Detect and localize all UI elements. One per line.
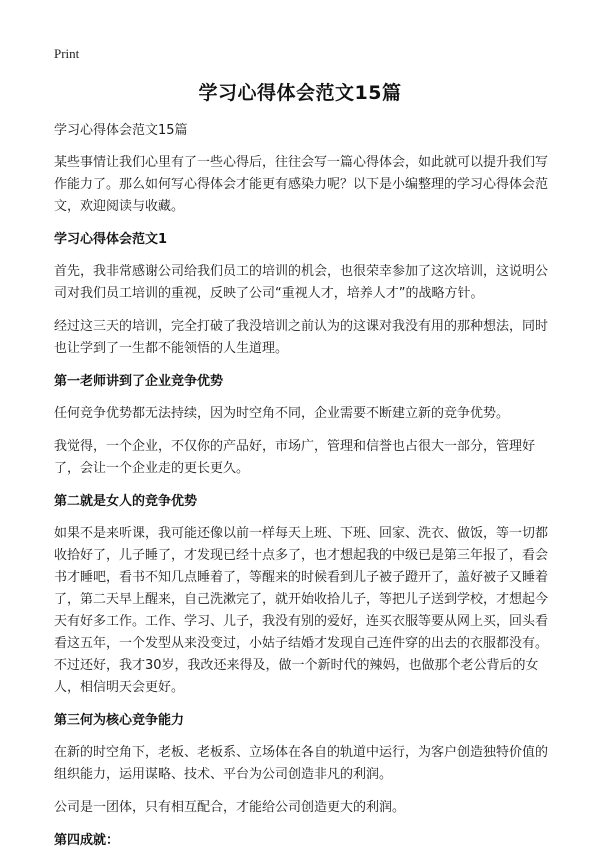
article-body [54, 120, 548, 862]
heading-second-point: 第二就是女人的竞争优势 [54, 494, 198, 509]
heading-fourth-point: 第四成就： [54, 833, 120, 848]
paragraph-teamwork: 公司是一团体，只有相互配合，才能给公司创造更大的利润。 [54, 800, 406, 815]
paragraph-training: 经过这三天的培训，完全打破了我没培训之前认为的这课对我没有用的那种想法，同时也让学到了一生都不能领悟的人生道理。 [54, 319, 549, 356]
heading-third-point: 第三何为核心竞争能力 [54, 713, 185, 728]
paragraph-gratitude: 首先，我非常感谢公司给我们员工的培训的机会，也很荣幸参加了这次培训，这说明公司对我们员工培训的重视，反映了公司“重视人才，培养人才”的战略方针。 [54, 264, 549, 301]
print-link[interactable]: Print [54, 46, 80, 61]
paragraph-personal-story: 如果不是来听课，我可能还像以前一样每天上班、下班、回家、洗衣、做饭，等一切都收拾好了，儿子睡了，才发现已经十点多了，也才想起我的中级已是第三年报了，看会书才睡吧，看书不知几点睡着了，等醒来的时候看到儿子被子蹬开了，盖好被子又睡着了，第二天早上醒来，自己洗漱完了，就开始收拾儿子，等把儿子送到学校，才想起今天有好多工作。工作、学习、儿子，我没有别的爱好，连买衣服等要从网上买，回头看看这五年，一个发型从来没变过，小姑子结婚才发现自己连件穿的出去的衣服都没有。不过还好，我才30岁，我改还来得及，做一个新时代的辣妈，也做那个老公背后的女人，相信明天会更好。 [54, 526, 549, 695]
paragraph-enterprise: 我觉得，一个企业，不仅你的产品好，市场广，管理和信誉也占很大一部分，管理好了，会让一个企业走的更长更久。 [54, 439, 536, 476]
intro-paragraph: 某些事情让我们心里有了一些心得后，往往会写一篇心得体会，如此就可以提升我们写作能力了。那么如何写心得体会才能更有感染力呢？以下是小编整理的学习心得体会范文，欢迎阅读与收藏。 [54, 155, 549, 214]
heading-first-point: 第一老师讲到了企业竞争优势 [54, 374, 224, 389]
paragraph-core-competence: 在新的时空角下，老板、老板系、立场体在各自的轨道中运行，为客户创造独特价值的组织能力，运用谋略、技术、平台为公司创造非凡的利润。 [54, 745, 549, 782]
section-heading-1: 学习心得体会范文1 [54, 232, 168, 247]
page-title: 学习心得体会范文15篇 [198, 82, 402, 104]
article-subtitle: 学习心得体会范文15篇 [54, 123, 188, 138]
paragraph-competitive-advantage: 任何竞争优势都无法持续，因为时空角不同，企业需要不断建立新的竞争优势。 [54, 406, 510, 421]
